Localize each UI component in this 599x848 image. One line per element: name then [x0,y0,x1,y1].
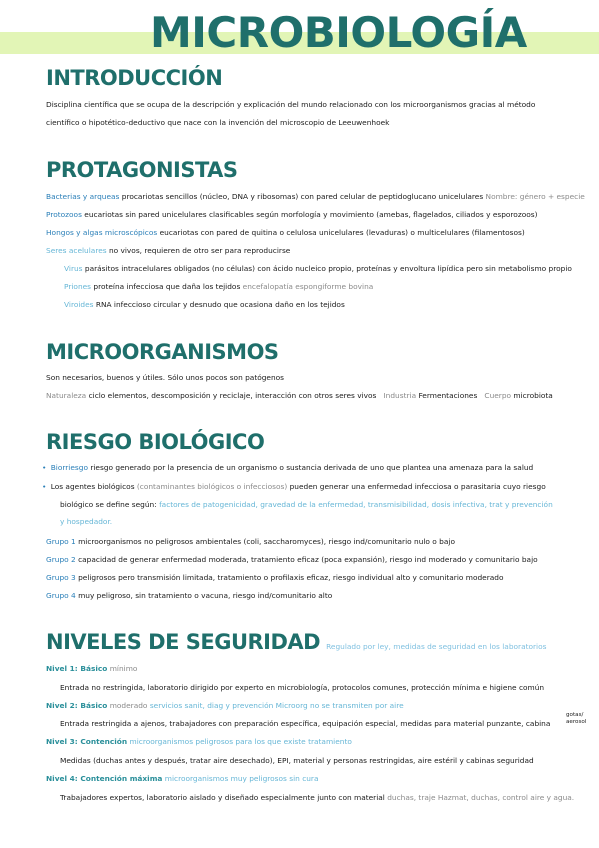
micro-line-1: Son necesarios, buenos y útiles. Sólo unos pocos son patógenos [46,373,285,382]
nivel-2-note: moderado [109,701,148,710]
nivel-3-line [46,737,352,747]
bacterias-note: Nombre: género + especie [485,192,585,201]
grupo-2-text: capacidad de generar enfermedad moderada, tratamiento eficaz (poca expansión), riesgo ind moderado y comunitario bajo [78,555,538,564]
grupo-1-term: Grupo 1 [46,537,76,546]
nivel-4-body: Trabajadores expertos, laboratorio aislado y diseñado especialmente junto con material [60,793,385,802]
agentes-line [42,482,546,492]
niveles-subtitle: Regulado por ley, medidas de seguridad en los laboratorios [326,642,547,651]
niveles-heading [46,630,546,654]
viroides-text: RNA infeccioso circular y desnudo que ocasiona daño en los tejidos [95,300,345,309]
grupo-3-line [46,573,504,583]
grupo-1-text: microorganismos no peligrosos ambientales (coli, saccharomyces), riesgo ind/comunitario nulo o bajo [78,537,455,546]
priones-term: Priones [64,282,92,291]
intro-heading: INTRODUCCIÓN [46,66,223,90]
viroides-term: Viroides [64,300,94,309]
nivel-3-body: Medidas (duchas antes y después, tratar aire desechado), EPI, material y personas restringidas, aire estéril y cabinas seguridad [60,756,534,765]
nivel-2-term: Nivel 2: Básico [46,701,108,710]
agentes-term: Los agentes biológicos [50,482,135,491]
agentes-factors: factores de patogenicidad, gravedad de la enfermedad, transmisibilidad, dosis infectiva, trat y prevención [159,500,553,509]
priones-line [64,282,373,292]
grupo-2-term: Grupo 2 [46,555,76,564]
grupo-2-line [46,555,538,565]
nivel-3-detail: microorganismos peligrosos para los que existe tratamiento [129,737,352,746]
seres-text: no vivos, requieren de otro ser para reproducirse [108,246,291,255]
seres-line [46,246,290,256]
bacterias-term: Bacterias y arqueas [46,192,120,201]
nivel-2-line [46,701,404,711]
agentes-line-3: y hospedador. [60,517,113,526]
nivel-4-body-line [60,793,574,803]
biorriesgo-text: riesgo generado por la presencia de un organismo o sustancia derivada de uno que plantea una amenaza para la salud [90,463,534,472]
hongos-text: eucariotas con pared de quitina o celulosa unicelulares (levaduras) o multicelulares (filamentosos) [159,228,525,237]
naturaleza-text: ciclo elementos, descomposición y reciclaje, interacción con otros seres vivos [88,391,377,400]
biorriesgo-term: Biorriesgo [50,463,88,472]
protagonistas-heading: PROTAGONISTAS [46,158,238,182]
grupo-1-line [46,537,455,547]
micro-line-2 [46,391,553,401]
grupo-4-line [46,591,332,601]
intro-line-2: científico o hipotético-deductivo que nace con la invención del microscopio de Leeuwenhoek [46,118,390,127]
agentes-text-2: biológico se define según: [60,500,157,509]
cuerpo-text: microbiota [513,391,553,400]
naturaleza-term: Naturaleza [46,391,87,400]
agentes-line-2 [60,500,553,510]
virus-term: Virus [64,264,83,273]
priones-text: proteína infecciosa que daña los tejidos [93,282,241,291]
agentes-note: (contaminantes biológicos o infecciosos) [136,482,288,491]
seres-term: Seres acelulares [46,246,107,255]
biorriesgo-line [42,463,533,473]
bullet-icon: • [42,463,47,472]
grupo-4-term: Grupo 4 [46,591,76,600]
nivel-4-term: Nivel 4: Contención máxima [46,774,163,783]
agentes-text: pueden generar una enfermedad infecciosa o parasitaria cuyo riesgo [289,482,546,491]
cuerpo-term: Cuerpo [484,391,512,400]
hongos-line [46,228,525,238]
nivel-1-term: Nivel 1: Básico [46,664,108,673]
virus-line [64,264,572,274]
industria-term: Industria [383,391,417,400]
grupo-3-term: Grupo 3 [46,573,76,582]
grupo-3-text: peligrosos pero transmisión limitada, tratamiento o profilaxis eficaz, riesgo individual alto y comunitario moderado [78,573,504,582]
grupo-4-text: muy peligroso, sin tratamiento o vacuna, riesgo ind/comunitario alto [78,591,333,600]
nivel-4-note: duchas, traje Hazmat, duchas, control aire y agua. [387,793,575,802]
virus-text: parásitos intracelulares obligados (no células) con ácido nucleico propio, proteínas y envoltura lipídica pero sin metabolismo propio [84,264,572,273]
niveles-heading-text: NIVELES DE SEGURIDAD [46,630,321,654]
hongos-term: Hongos y algas microscópicos [46,228,158,237]
nivel-1-body: Entrada no restringida, laboratorio dirigido por experto en microbiología, protocolos comunes, protección mínima e higiene común [60,683,545,692]
bacterias-line [46,192,585,202]
nivel-3-term: Nivel 3: Contención [46,737,128,746]
microorganismos-heading: MICROORGANISMOS [46,340,279,364]
bacterias-text: procariotas sencillos (núcleo, DNA y ribosomas) con pared celular de peptidoglucano unicelulares [121,192,484,201]
nivel-1-line [46,664,137,674]
industria-text: Fermentaciones [418,391,478,400]
nivel-2-detail: servicios sanit, diag y prevención Microorg no se transmiten por aire [149,701,404,710]
protozoos-line [46,210,538,220]
nivel-1-note: mínimo [109,664,138,673]
bullet-icon: • [42,482,47,491]
nivel-2-side-2: aerosol [566,719,587,725]
nivel-2-body: Entrada restringida a ajenos, trabajadores con preparación específica, equipación especial, medidas para material punzante, cabina [60,719,551,728]
nivel-4-line [46,774,319,784]
intro-line-1: Disciplina científica que se ocupa de la descripción y explicación del mundo relacionado con los microorganismos gracias al método [46,100,536,109]
protozoos-term: Protozoos [46,210,82,219]
nivel-4-detail: microorganismos muy peligrosos sin cura [164,774,319,783]
viroides-line [64,300,345,310]
priones-note: encefalopatía espongiforme bovina [242,282,374,291]
riesgo-heading: RIESGO BIOLÓGICO [46,430,265,454]
page-title: MICROBIOLOGÍA [150,8,527,57]
protozoos-text: eucariotas sin pared unicelulares clasificables según morfología y movimiento (amebas, flagelados, ciliados y esporozoos) [84,210,538,219]
nivel-2-side-1: gotas/ [566,712,584,718]
